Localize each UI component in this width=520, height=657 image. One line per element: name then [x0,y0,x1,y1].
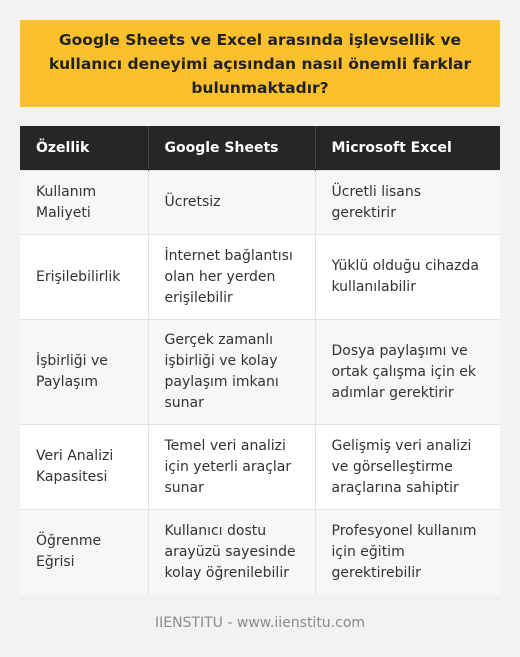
footer-credit: IIENSTITU - www.iienstitu.com [154,615,366,631]
table-row [20,320,500,425]
header-microsoft-excel: Microsoft Excel [315,126,500,171]
excel-cell: Ücretli lisans gerektirir [315,171,500,235]
page-title: Google Sheets ve Excel arasında işlevsellik ve kullanıcı deneyimi açısından nasıl önemli farklar bulunmaktadır? [48,30,472,97]
comparison-table-container [20,126,500,595]
table-row [20,171,500,235]
table-header-row [20,126,500,171]
google-sheets-cell: Gerçek zamanlı işbirliği ve kolay paylaşım imkanı sunar [148,320,315,425]
excel-cell: Dosya paylaşımı ve ortak çalışma için ek adımlar gerektirir [315,320,500,425]
feature-cell: Erişilebilirlik [20,235,148,320]
comparison-table [20,126,500,595]
excel-cell: Gelişmiş veri analizi ve görselleştirme araçlarına sahiptir [315,425,500,510]
google-sheets-cell: Temel veri analizi için yeterli araçlar sunar [148,425,315,510]
table-row [20,510,500,595]
header-google-sheets: Google Sheets [148,126,315,171]
google-sheets-cell: Kullanıcı dostu arayüzü sayesinde kolay öğrenilebilir [148,510,315,595]
feature-cell: Veri Analizi Kapasitesi [20,425,148,510]
header-feature: Özellik [20,126,148,171]
google-sheets-cell: Ücretsiz [148,171,315,235]
excel-cell: Profesyonel kullanım için eğitim gerektirebilir [315,510,500,595]
feature-cell: Kullanım Maliyeti [20,171,148,235]
title-banner [20,20,500,107]
table-row [20,235,500,320]
feature-cell: İşbirliği ve Paylaşım [20,320,148,425]
excel-cell: Yüklü olduğu cihazda kullanılabilir [315,235,500,320]
google-sheets-cell: İnternet bağlantısı olan her yerden erişilebilir [148,235,315,320]
feature-cell: Öğrenme Eğrisi [20,510,148,595]
table-row [20,425,500,510]
